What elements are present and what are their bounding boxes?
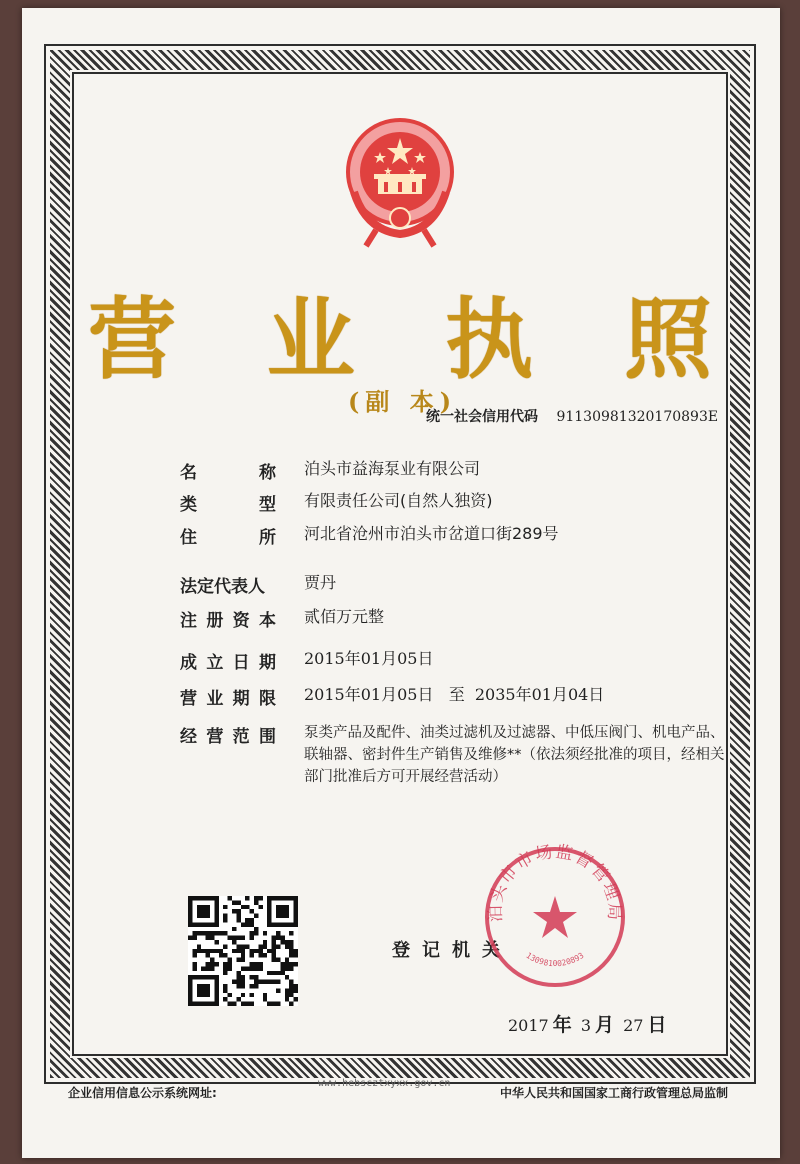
field-value: 贰佰万元整 — [304, 607, 385, 626]
credit-code — [426, 406, 718, 426]
footer-issuer: 中华人民共和国国家工商行政管理总局监制 — [500, 1086, 729, 1100]
credit-code-label: 统一社会信用代码 — [426, 409, 538, 425]
field-value: 泊头市益海泵业有限公司 — [304, 459, 481, 478]
field-value: 2015年01月05日 至 2035年01月04日 — [304, 685, 605, 704]
field-label-char: 成 — [180, 653, 197, 673]
issue-month: 3 — [580, 1016, 592, 1035]
national-emblem-icon — [336, 112, 464, 252]
field-label — [180, 648, 276, 673]
field-label-char: 类 — [180, 495, 197, 515]
field-label-char: 注 — [180, 611, 197, 631]
field-value: 2015年01月05日 — [304, 649, 434, 668]
field-label-char: 期 — [232, 689, 250, 709]
field-label-char: 所 — [259, 528, 276, 548]
issue-year: 2017 — [508, 1016, 549, 1035]
month-unit: 月 — [595, 1014, 615, 1036]
field-label-char: 法定代表人 — [180, 577, 265, 597]
field-label-char: 名 — [180, 463, 197, 483]
field-label-char: 日 — [232, 653, 250, 673]
issue-day: 27 — [623, 1016, 644, 1035]
license-subtitle: (副 本) — [348, 387, 458, 416]
field-value: 泵类产品及配件、油类过滤机及过滤器、中低压阀门、机电产品、联轴器、密封件生产销售及维修**（依法须经批准的项目，经相关部门批准后方可开展经营活动） — [304, 725, 725, 785]
issue-date — [508, 1010, 671, 1037]
field-value: 贾丹 — [304, 573, 337, 592]
field-label — [180, 684, 276, 709]
field-label-char: 本 — [258, 611, 276, 631]
field-label-char: 住 — [180, 528, 197, 548]
field-label-char: 册 — [206, 611, 224, 631]
field-label-char: 围 — [258, 727, 276, 747]
field-label-char: 营 — [180, 689, 197, 709]
qr-code-icon — [188, 896, 298, 1006]
field-label-char: 期 — [258, 653, 276, 673]
footer-website-label: 企业信用信息公示系统网址: — [68, 1086, 217, 1100]
field-label-char: 型 — [259, 495, 276, 515]
field-label — [180, 490, 276, 515]
field-label — [180, 572, 276, 597]
day-unit: 日 — [647, 1014, 667, 1036]
field-label-char: 经 — [180, 727, 197, 747]
field-label — [180, 606, 276, 631]
svg-text:泊头市市场监督管理局: 泊头市市场监督管理局 — [485, 842, 625, 923]
license-title: 营 业 执 照 — [88, 287, 742, 391]
field-value: 有限责任公司(自然人独资) — [304, 491, 493, 510]
field-label — [180, 722, 276, 747]
footer-website-url: www.hebscztxyxx.gov.cn — [318, 1078, 451, 1089]
field-label-char: 称 — [259, 463, 276, 483]
field-label-char: 营 — [206, 727, 224, 747]
registry-label: 登记机关 — [392, 940, 512, 961]
field-value: 河北省沧州市泊头市岔道口街289号 — [304, 524, 559, 543]
field-label — [180, 458, 276, 483]
field-label-char: 限 — [258, 689, 276, 709]
field-label-char: 范 — [232, 727, 250, 747]
field-label — [180, 523, 276, 548]
field-label-char: 资 — [232, 611, 250, 631]
official-seal-icon — [480, 842, 630, 992]
year-unit: 年 — [552, 1014, 572, 1036]
field-label-char: 业 — [206, 689, 224, 709]
field-label-char: 立 — [206, 653, 224, 673]
credit-code-value: 91130981320170893E — [556, 409, 719, 425]
svg-text:1309810020893: 1309810020893 — [524, 950, 586, 969]
